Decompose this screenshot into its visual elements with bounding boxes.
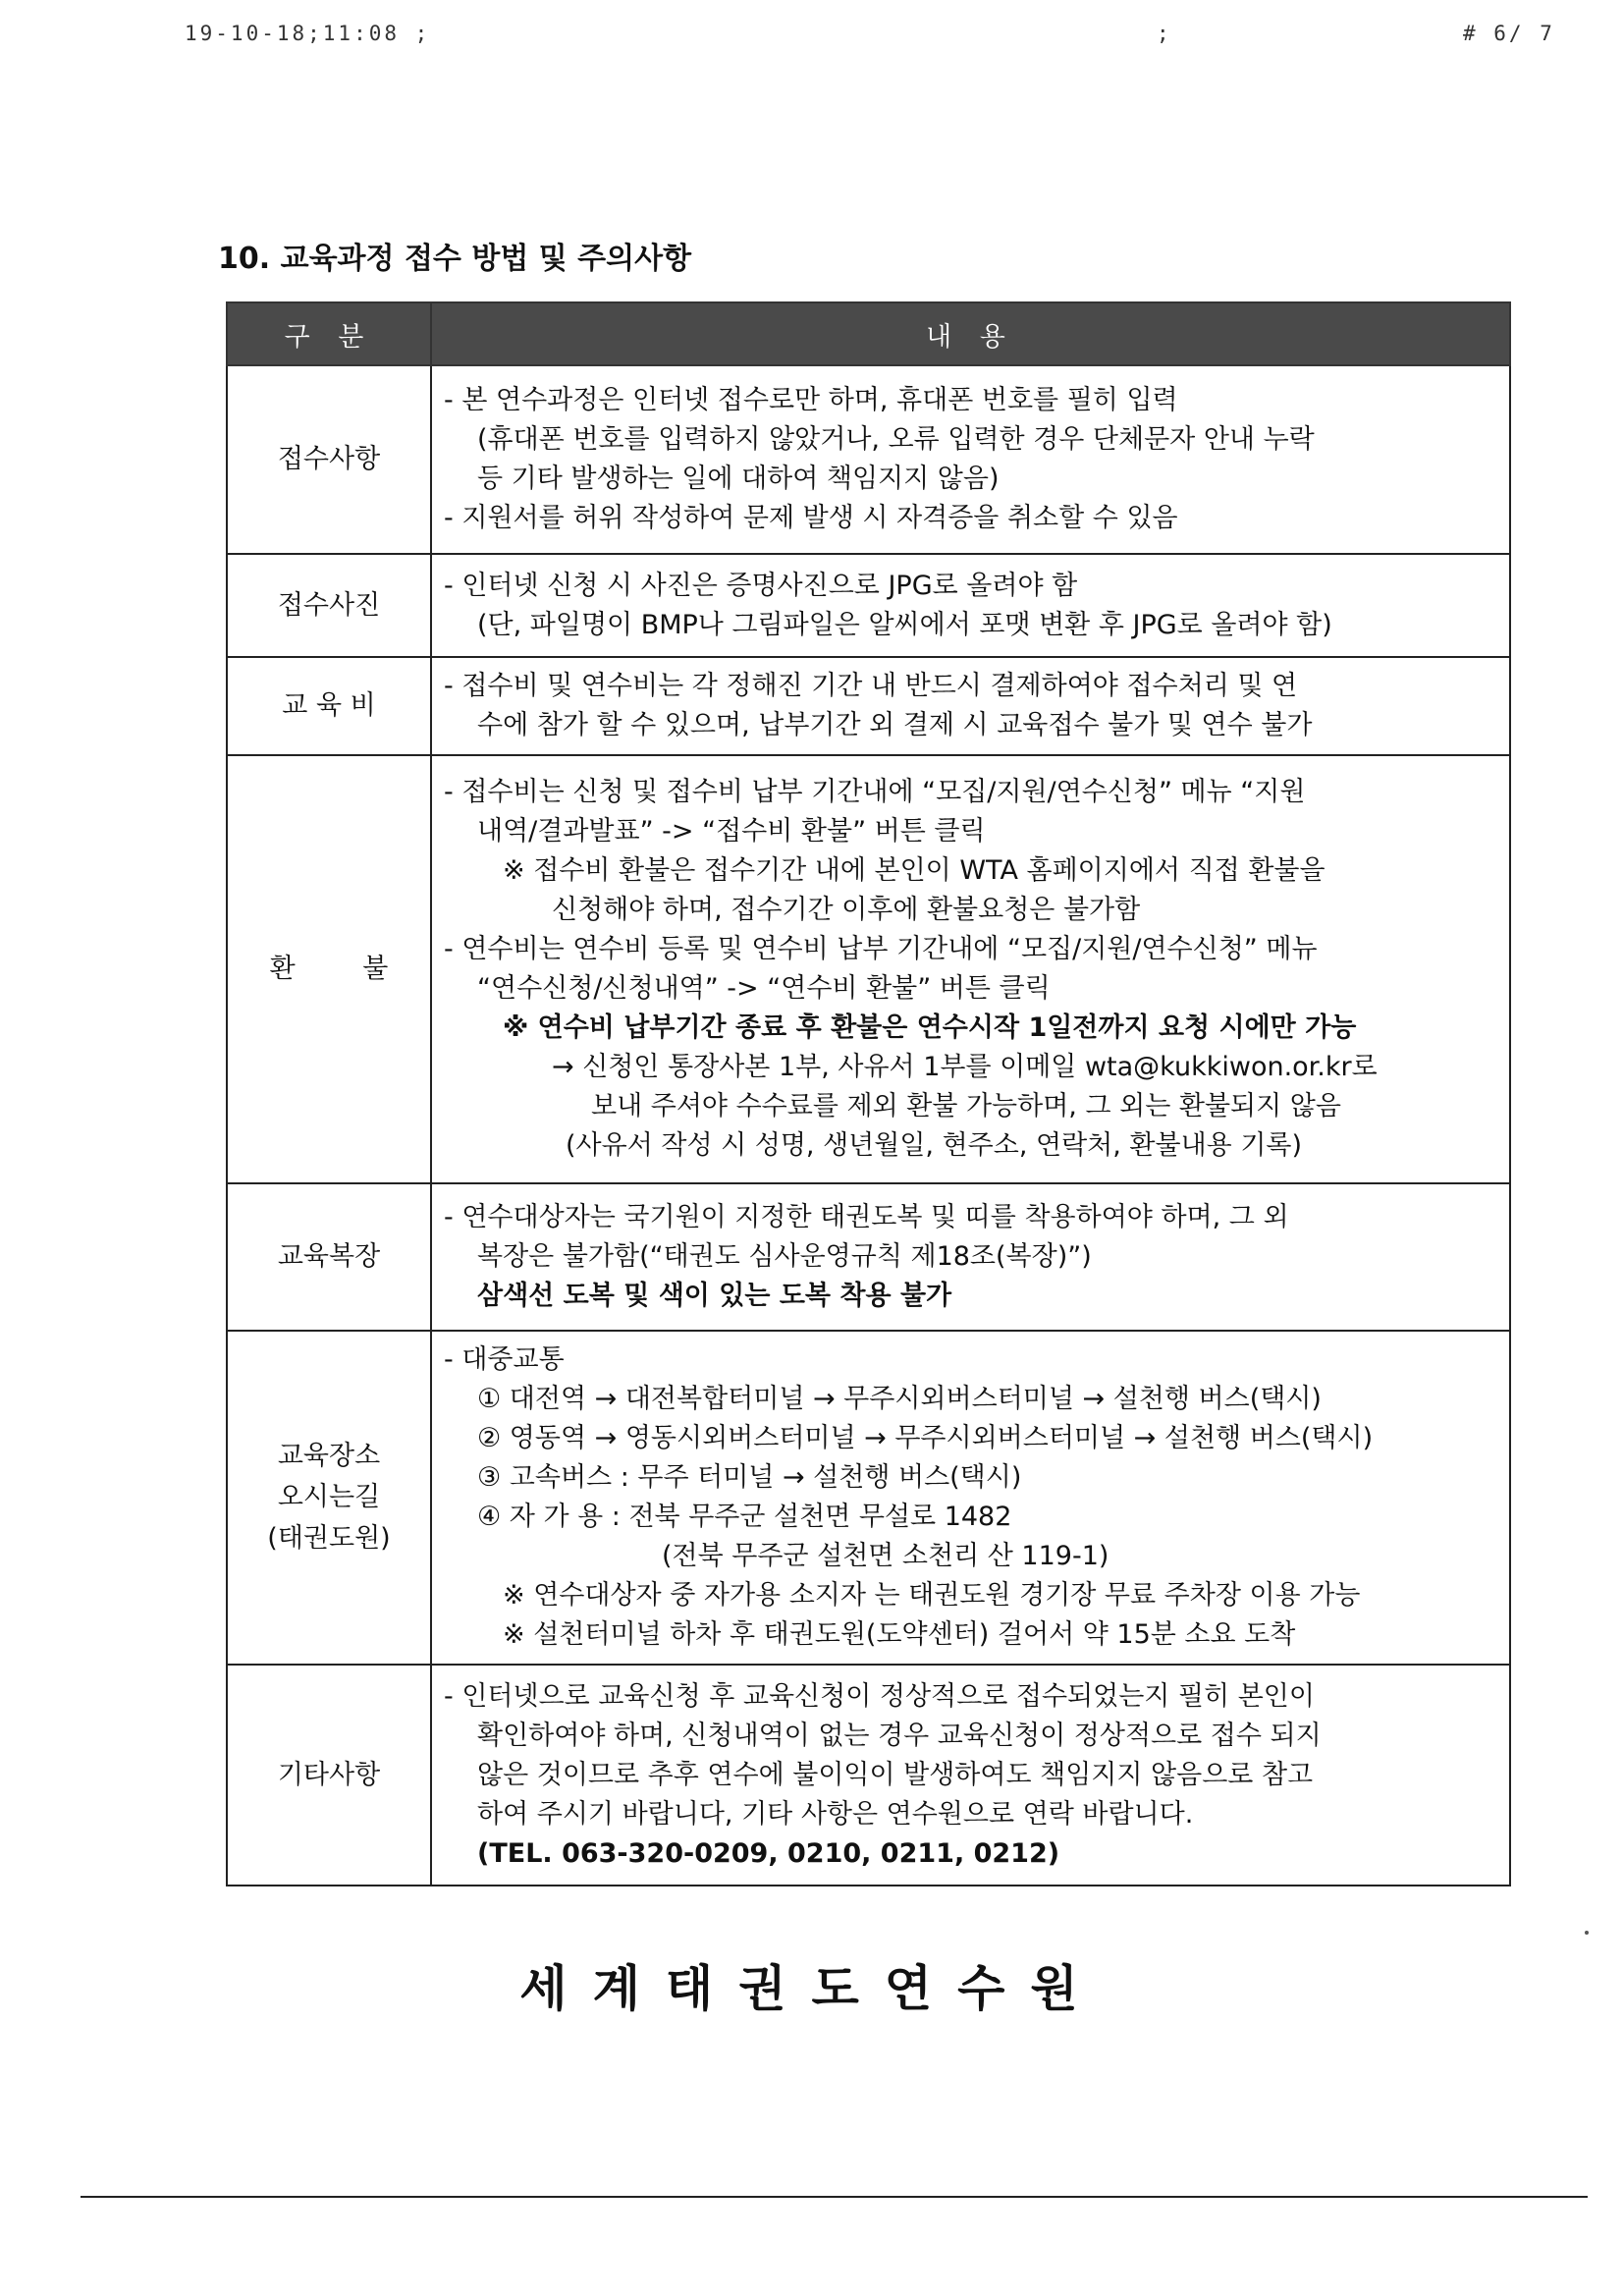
content-line: 신청해야 하며, 접수기간 이후에 환불요청은 불가함 [552,895,1141,925]
content-line: - 접수비는 신청 및 접수비 납부 기간내에 “모집/지원/연수신청” 메뉴 “지원 [444,777,1306,807]
row-label-line: 기타사항 [277,1759,381,1790]
fax-header [0,22,1623,51]
row-label [227,554,431,657]
row-label-line: 접수사진 [277,589,381,621]
row-content [431,1665,1510,1886]
content-line: (사유서 작성 시 성명, 생년월일, 현주소, 연락처, 환불내용 기록) [566,1130,1303,1161]
row-label-line: 교 육 비 [282,690,376,721]
content-line: - 인터넷으로 교육신청 후 교육신청이 정상적으로 접수되었는지 필히 본인이 [444,1680,1315,1712]
row-content [431,365,1510,554]
bottom-divider [81,2196,1588,2198]
info-table [226,301,1511,1886]
content-line: (단, 파일명이 BMP나 그림파일은 알씨에서 포맷 변환 후 JPG로 올려야 함) [477,609,1332,640]
content-line: 않은 것이므로 추후 연수에 불이익이 발생하여도 책임지지 않음으로 참고 [477,1759,1314,1790]
content-line: ② 영동역 → 영동시외버스터미널 → 무주시외버스터미널 → 설천행 버스(택시) [477,1423,1374,1453]
content-line: - 연수대상자는 국기원이 지정한 태권도복 및 띠를 착용하여야 하며, 그 외 [444,1202,1289,1232]
row-label [227,657,431,755]
content-line: - 지원서를 허위 작성하여 문제 발생 시 자격증을 취소할 수 있음 [444,503,1178,533]
organization-name: 세계태권도연수원 [519,1960,1104,2017]
content-line: “연수신청/신청내역” -> “연수비 환불” 버튼 클릭 [477,973,1051,1004]
row-content [431,1331,1510,1665]
content-line: ④ 자 가 용 : 전북 무주군 설천면 무설로 1482 [477,1502,1012,1532]
content-line: ① 대전역 → 대전복합터미널 → 무주시외버스터미널 → 설천행 버스(택시) [477,1384,1322,1414]
header-category: 구 분 [227,302,431,365]
content-line: → 신청인 통장사본 1부, 사유서 1부를 이메일 wta@kukkiwon.or.kr로 [552,1052,1378,1082]
content-line: ※ 접수비 환불은 접수기간 내에 본인이 WTA 홈페이지에서 직접 환불을 [503,855,1325,886]
row-label-line: 교육장소 [277,1441,381,1471]
content-line: - 인터넷 신청 시 사진은 증명사진으로 JPG로 올려야 함 [444,570,1078,601]
content-line: ※ 연수대상자 중 자가용 소지자 는 태권도원 경기장 무료 주차장 이용 가능 [503,1580,1361,1611]
table-row-dresscode [227,1183,1510,1331]
table-row-refund [227,755,1510,1183]
content-line: 등 기타 발생하는 일에 대하여 책임지지 않음) [477,464,1000,494]
row-content [431,755,1510,1183]
section-title: 10. 교육과정 접수 방법 및 주의사항 [218,242,692,276]
table-row-fee [227,657,1510,755]
row-label [227,1183,431,1331]
table-header-row [227,302,1510,365]
content-line: - 대중교통 [444,1344,565,1375]
row-content [431,1183,1510,1331]
table-row-misc [227,1665,1510,1886]
content-line: (TEL. 063-320-0209, 0210, 0211, 0212) [477,1837,1060,1869]
scan-speck [1585,1931,1589,1935]
table-row-registration [227,365,1510,554]
content-line: (전북 무주군 설천면 소천리 산 119-1) [662,1541,1109,1571]
row-label [227,365,431,554]
content-line: (휴대폰 번호를 입력하지 않았거나, 오류 입력한 경우 단체문자 안내 누락 [477,424,1315,455]
content-line: ③ 고속버스 : 무주 터미널 → 설천행 버스(택시) [477,1462,1022,1493]
fax-separator: ; [1157,22,1172,45]
row-label-line: 교육복장 [277,1241,381,1272]
row-label-line: (태권도원) [267,1523,391,1554]
content-line: 삼색선 도복 및 색이 있는 도복 착용 불가 [477,1281,952,1311]
content-line: - 접수비 및 연수비는 각 정해진 기간 내 반드시 결제하여야 접수처리 및 연 [444,671,1298,701]
row-label-line: 접수사항 [277,444,381,474]
content-line: 확인하여야 하며, 신청내역이 없는 경우 교육신청이 정상적으로 접수 되지 [477,1720,1322,1751]
row-content [431,554,1510,657]
table-row-photo [227,554,1510,657]
content-line: ※ 설천터미널 하차 후 태권도원(도약센터) 걸어서 약 15분 소요 도착 [503,1619,1296,1650]
content-line: - 본 연수과정은 인터넷 접수로만 하며, 휴대폰 번호를 필히 입력 [444,385,1178,415]
fax-timestamp: 19-10-18;11:08 ; [185,22,431,45]
row-label [227,1665,431,1886]
fax-page-number: # 6/ 7 [1463,22,1555,45]
header-content: 내 용 [431,302,1510,365]
row-label [227,755,431,1183]
content-line: 하여 주시기 바랍니다, 기타 사항은 연수원으로 연락 바랍니다. [477,1798,1194,1830]
row-label-line: 환 불 [269,954,389,984]
table-row-directions [227,1331,1510,1665]
content-line: - 연수비는 연수비 등록 및 연수비 납부 기간내에 “모집/지원/연수신청” 메뉴 [444,934,1318,964]
row-label-line: 오시는길 [277,1482,381,1512]
row-content [431,657,1510,755]
content-line: 내역/결과발표” -> “접수비 환불” 버튼 클릭 [477,816,986,847]
content-line: 보내 주셔야 수수료를 제외 환불 가능하며, 그 외는 환불되지 않음 [591,1091,1341,1121]
content-line: ※ 연수비 납부기간 종료 후 환불은 연수시작 1일전까지 요청 시에만 가능 [503,1012,1357,1043]
content-line: 복장은 불가함(“태권도 심사운영규칙 제18조(복장)”) [477,1241,1092,1272]
content-line: 수에 참가 할 수 있으며, 납부기간 외 결제 시 교육접수 불가 및 연수 불가 [477,710,1313,740]
row-label [227,1331,431,1665]
